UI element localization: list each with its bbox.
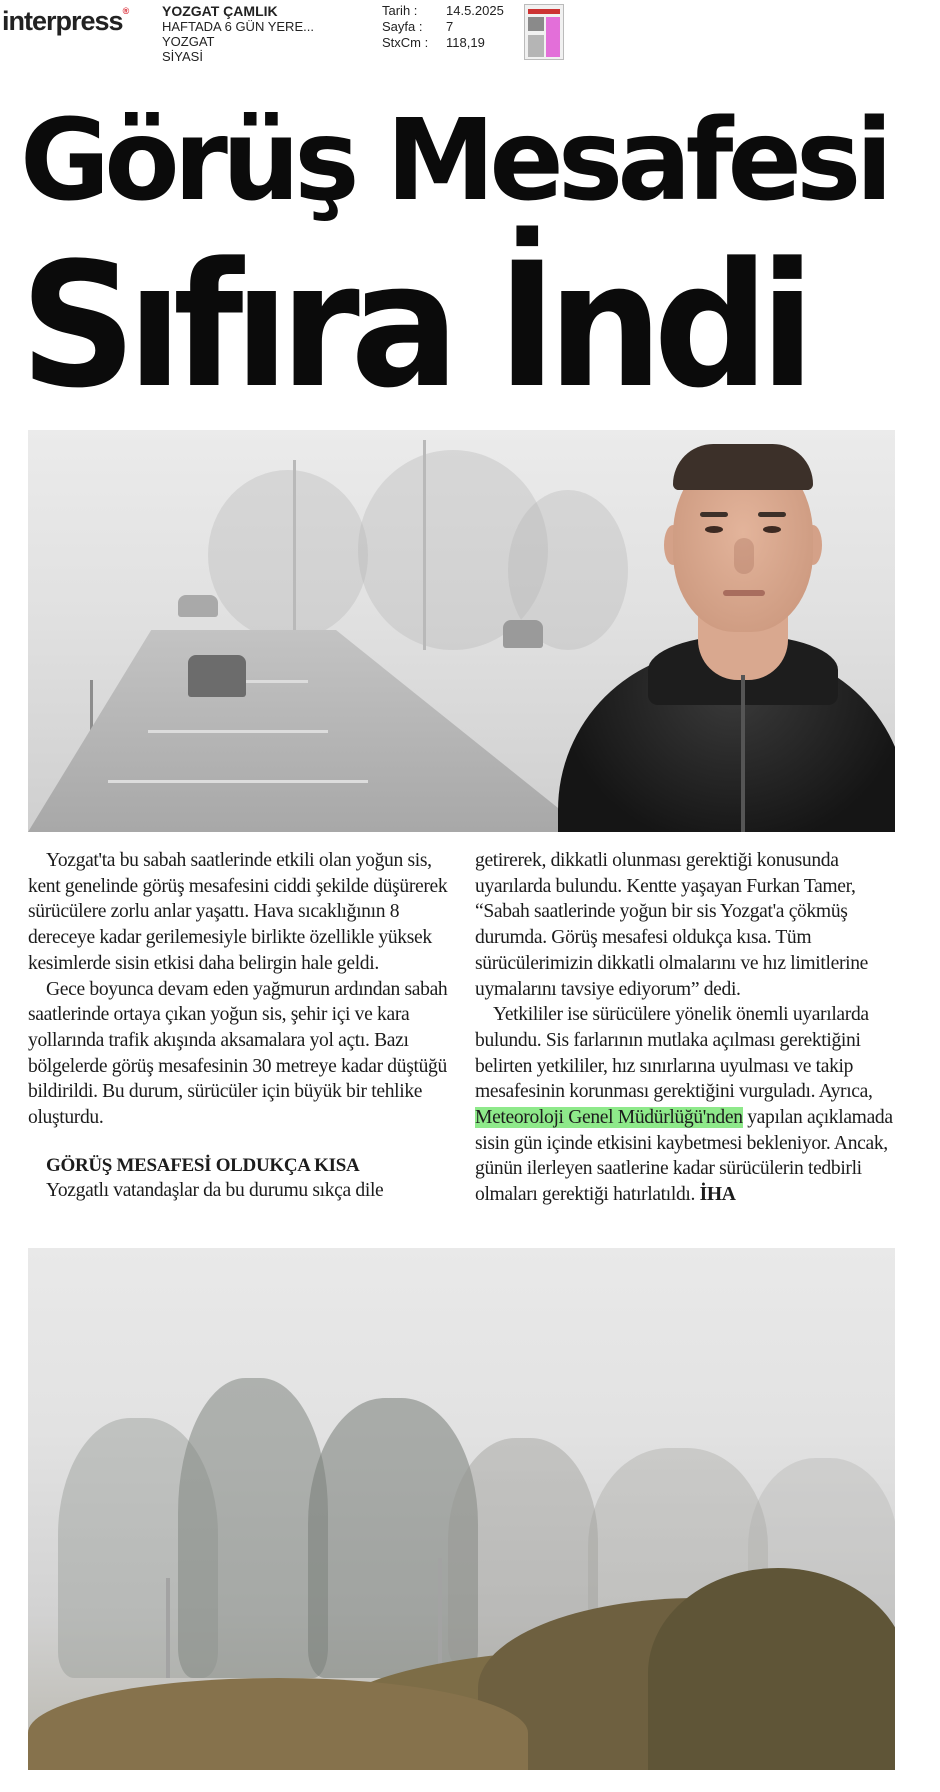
publication-frequency: HAFTADA 6 GÜN YERE... bbox=[162, 19, 314, 34]
page-thumbnail[interactable] bbox=[524, 4, 564, 60]
car-near bbox=[188, 655, 246, 697]
article-column-left bbox=[28, 848, 458, 1204]
car-distant bbox=[178, 595, 218, 617]
article-subheading: GÖRÜŞ MESAFESİ OLDUKÇA KISA bbox=[46, 1154, 360, 1176]
clipping-header bbox=[0, 0, 940, 66]
meta-value: 7 bbox=[446, 19, 454, 34]
photo-foggy-trees bbox=[28, 1248, 895, 1770]
meta-key: Tarih : bbox=[382, 3, 418, 18]
registered-mark-icon: ® bbox=[122, 6, 129, 16]
interpress-logo bbox=[2, 6, 128, 37]
paragraph-text: yapılan açıklamada sisin gün içinde etkisini kaybetmesi bekleniyor. Ancak, günün ilerleyen saatlerine kadar sürücülerin tedbirli olmaları gerektiği hatırlatıldı. bbox=[475, 1107, 893, 1206]
logo-text: interpress bbox=[2, 6, 123, 36]
publication-name: YOZGAT ÇAMLIK bbox=[162, 3, 278, 19]
article-column-right bbox=[475, 848, 905, 1208]
clipping-meta bbox=[382, 3, 504, 51]
meta-key: Sayfa : bbox=[382, 19, 423, 34]
article-paragraph: Yozgat'ta bu sabah saatlerinde etkili olan yoğun sis, kent genelinde görüş mesafesini ciddi şekilde düşürerek sürücülere zorlu anlar yaşattı. Hava sıcaklığının 8 dereceye kadar gerilemesiyle birlikte özellikle yüksek kesimlerde sisin etkisi daha belirgin hale geldi. bbox=[28, 850, 448, 974]
meta-row-stxcm bbox=[382, 35, 504, 51]
article-paragraph: Yozgatlı vatandaşlar da bu durumu sıkça dile bbox=[46, 1180, 384, 1202]
meta-row-date bbox=[382, 3, 504, 19]
article-paragraph-highlighted bbox=[475, 1002, 905, 1208]
meta-key: StxCm : bbox=[382, 35, 429, 50]
news-agency-source: İHA bbox=[699, 1184, 736, 1206]
photo-foggy-road-portrait bbox=[28, 430, 895, 832]
headline-line-2: Sıfıra İndi bbox=[20, 225, 806, 426]
publication-info bbox=[162, 4, 314, 64]
headline-line-1: Görüş Mesafesi bbox=[20, 96, 888, 226]
article-paragraph: Gece boyunca devam eden yağmurun ardından sabah saatlerinde ortaya çıkan yoğun sis, şehir içi ve kara yollarında trafik akışında aksamalara yol açtı. Bazı bölgelerde görüş mesafesinin 30 metreye kadar düştüğü bildirildi. Bu durum, sürücüler için büyük bir tehlike oluşturdu. bbox=[28, 978, 448, 1129]
meta-row-page bbox=[382, 19, 504, 35]
meta-value: 118,19 bbox=[446, 35, 485, 50]
publication-category: SİYASİ bbox=[162, 49, 203, 64]
meta-value: 14.5.2025 bbox=[446, 3, 504, 18]
publication-city: YOZGAT bbox=[162, 34, 215, 49]
article-paragraph: getirerek, dikkatli olunması gerektiği konusunda uyarılarda bulundu. Kentte yaşayan Furkan Tamer, “Sabah saatlerinde yoğun bir sis Yozgat'a çökmüş durumda. Görüş mesafesi oldukça kısa. Tüm sürücülerimizin dikkatli olmalarını ve hız limitlerine uymalarını tavsiye ediyorum” dedi. bbox=[475, 850, 868, 1000]
paragraph-text: Yetkililer ise sürücülere yönelik önemli uyarılarda bulundu. Sis farlarının mutlaka açılması gerektiğini belirten yetkililer, hız sınırlarına uyulması ve takip mesafesinin korunması gerektiğini vurguladı. Ayrıca, bbox=[475, 1004, 873, 1103]
highlighted-keyword: Meteoroloji Genel Müdürlüğü'nden bbox=[475, 1107, 743, 1129]
